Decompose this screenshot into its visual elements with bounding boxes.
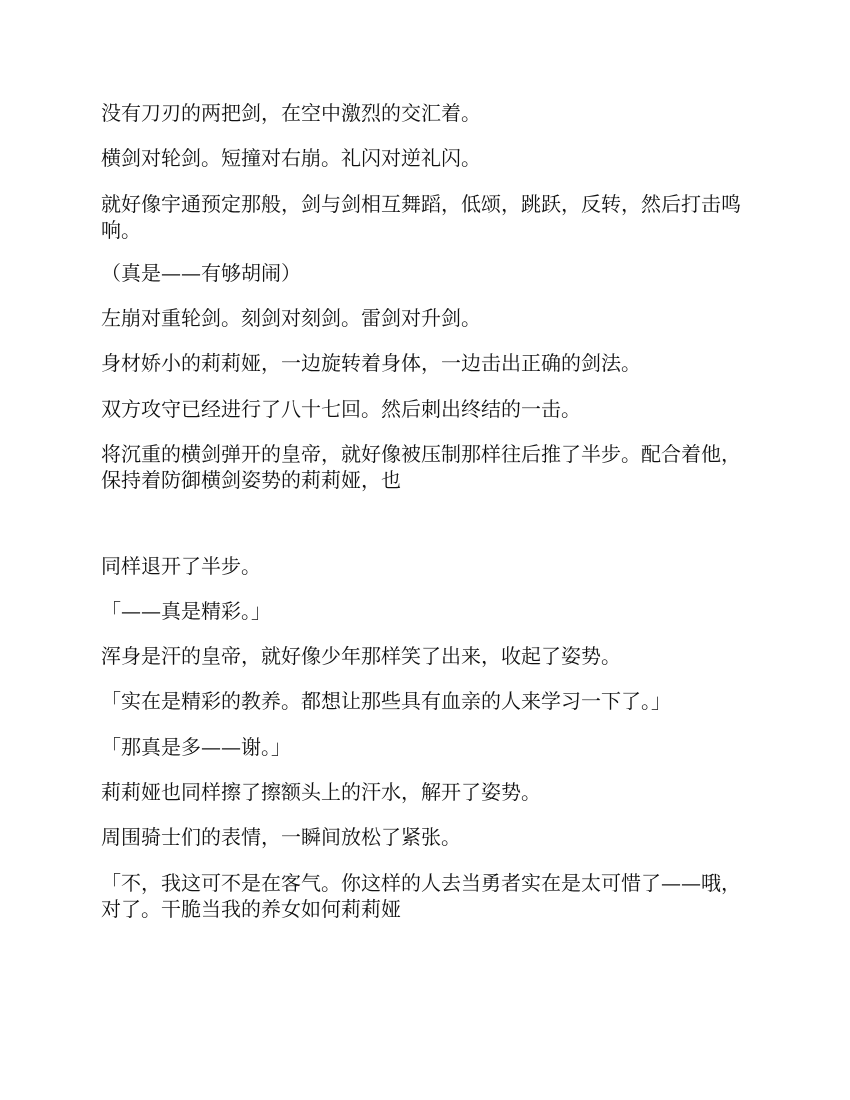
paragraph-6: 身材娇小的莉莉娅，一边旋转着身体，一边击出正确的剑法。 [101, 351, 641, 375]
paragraph-2: 横剑对轮剑。短撞对右崩。礼闪对逆礼闪。 [101, 146, 481, 170]
paragraph-16: 「不，我这可不是在客气。你这样的人去当勇者实在是太可惜了——哦，对了。干脆当我的养女如何莉莉娅 [101, 871, 741, 921]
paragraph-3: 就好像宇通预定那般，剑与剑相互舞蹈，低颂，跳跃，反转，然后打击鸣响。 [101, 192, 741, 242]
paragraph-10: 「——真是精彩。」 [101, 599, 271, 623]
paragraph-11: 浑身是汗的皇帝，就好像少年那样笑了出来，收起了姿势。 [101, 644, 621, 668]
paragraph-4: （真是——有够胡闹） [101, 261, 301, 285]
paragraph-13: 「那真是多——谢。」 [101, 735, 291, 759]
paragraph-9: 同样退开了半步。 [101, 554, 261, 578]
paragraph-12: 「实在是精彩的教养。都想让那些具有血亲的人来学习一下了。」 [101, 689, 671, 713]
paragraph-7: 双方攻守已经进行了八十七回。然后刺出终结的一击。 [101, 397, 581, 421]
paragraph-15: 周围骑士们的表情，一瞬间放松了紧张。 [101, 825, 461, 849]
paragraph-14: 莉莉娅也同样擦了擦额头上的汗水，解开了姿势。 [101, 780, 541, 804]
paragraph-8: 将沉重的横剑弹开的皇帝，就好像被压制那样往后推了半步。配合着他，保持着防御横剑姿势的莉莉娅，也 [101, 442, 741, 492]
paragraph-1: 没有刀刃的两把剑，在空中激烈的交汇着。 [101, 101, 481, 125]
paragraph-5: 左崩对重轮剑。刻剑对刻剑。雷剑对升剑。 [101, 306, 481, 330]
